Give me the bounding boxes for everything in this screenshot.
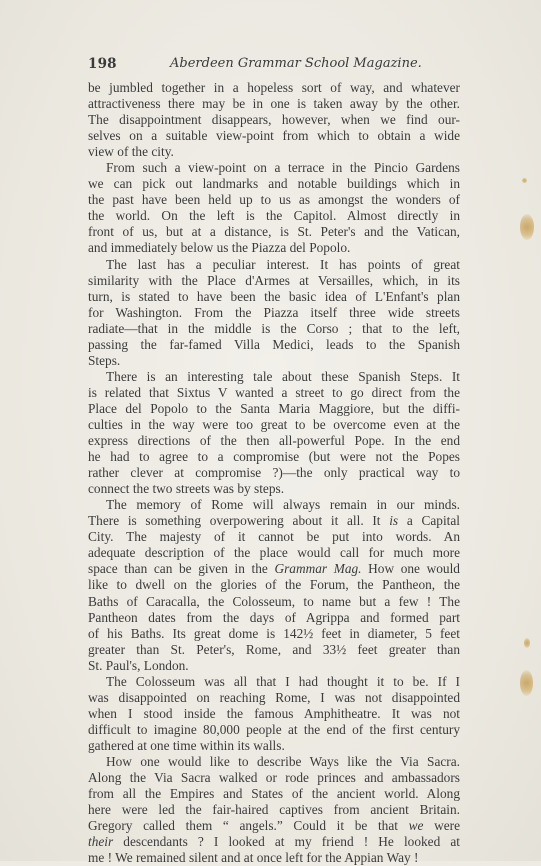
paper-stain-mark: [520, 214, 534, 240]
text-line: for Washington. From the Piazza itself three wide streets: [88, 304, 460, 320]
paragraph: [88, 497, 460, 674]
text-line: and immediately below us the Piazza del Popolo.: [88, 240, 351, 256]
text-line: There is something overpowering about it all. It is a Capital: [88, 513, 460, 529]
text-line: Baths of Caracalla, the Colosseum, to name but a few ! The: [88, 593, 460, 609]
text-line: From such a view-point on a terrace in the Pincio Gardens: [106, 160, 460, 176]
text-line: from all the Empires and States of the ancient world. Along: [88, 786, 460, 802]
text-line: Pantheon dates from the days of Agrippa and formed part: [88, 609, 460, 625]
text-line: we can pick out landmarks and notable buildings which in: [88, 176, 460, 192]
text-line: front of us, but at a distance, is St. Peter's and the Vatican,: [88, 224, 460, 240]
text-line: City. The majesty of it cannot be put into words. An: [88, 529, 460, 545]
text-line: me ! We remained silent and at once left for the Appian Way !: [88, 850, 419, 866]
text-line: turn, is stated to have been the basic idea of L'Enfant's plan: [88, 288, 460, 304]
page-number: 198: [88, 56, 117, 72]
text-line: The last has a peculiar interest. It has points of great: [106, 256, 460, 272]
paragraph: [88, 80, 460, 160]
paper-stain-mark: [522, 178, 527, 183]
text-line: Place del Popolo to the Santa Maria Maggiore, but the diffi-: [88, 400, 460, 416]
text-line: culties in the way were too great to be overcome even at the: [88, 416, 460, 432]
running-title: Aberdeen Grammar School Magazine.: [170, 56, 422, 71]
text-line: like to dwell on the glories of the Forum, the Pantheon, the: [88, 577, 460, 593]
text-line: connect the two streets was by steps.: [88, 481, 285, 497]
text-line: gathered at one time within its walls.: [88, 737, 285, 753]
text-line: attractiveness there may be in one is taken away by the other.: [88, 96, 460, 112]
text-line: radiate—that in the middle is the Corso ; that to the left,: [88, 320, 460, 336]
text-line: St. Paul's, London.: [88, 657, 189, 673]
text-line: How one would like to describe Ways like the Via Sacra.: [106, 753, 460, 769]
text-line: here were led the fair-haired captives from ancient Britain.: [88, 802, 460, 818]
text-line: rather clever at compromise ?)—the only practical way to: [88, 465, 460, 481]
text-line: when I stood inside the famous Amphitheatre. It was not: [88, 705, 460, 721]
text-line: The disappointment disappears, however, when we find our-: [88, 112, 460, 128]
text-line: Gregory called them “ angels.” Could it be that we were: [88, 818, 460, 834]
text-line: adequate description of the place would call for much more: [88, 545, 460, 561]
text-line: be jumbled together in a hopeless sort of way, and whatever: [88, 80, 460, 95]
text-line: difficult to imagine 80,000 people at the end of the first century: [88, 721, 460, 737]
text-line: passing the far-famed Villa Medici, leads to the Spanish: [88, 336, 460, 352]
text-line: similarity with the Place d'Armes at Versailles, which, in its: [88, 272, 460, 288]
paragraph: [88, 160, 460, 256]
text-line: express directions of the then all-powerful Pope. In the end: [88, 433, 460, 449]
paper-stain-mark: [520, 670, 533, 696]
text-line: Steps.: [88, 352, 121, 368]
text-line: was disappointed on reaching Rome, I was not disappointed: [88, 689, 460, 705]
text-line: There is an interesting tale about these Spanish Steps. It: [106, 368, 460, 384]
text-line: view of the city.: [88, 144, 174, 160]
text-line: is related that Sixtus V wanted a street to go direct from the: [88, 384, 460, 400]
text-line: he had to agree to a compromise (but were not the Popes: [88, 449, 460, 465]
paragraph: [88, 257, 460, 369]
paper-stain-mark: [524, 638, 530, 648]
text-line: the world. On the left is the Capitol. Almost directly in: [88, 208, 460, 224]
paragraph: [88, 369, 460, 497]
text-line: The memory of Rome will always remain in our minds.: [106, 497, 460, 513]
text-line: the past have been held up to us as amongst the wonders of: [88, 192, 460, 208]
text-line: Along the Via Sacra walked or rode princes and ambassadors: [88, 770, 460, 786]
text-line: selves on a suitable view-point from which to obtain a wide: [88, 128, 460, 144]
text-line: The Colosseum was all that I had thought it to be. If I: [106, 673, 460, 689]
text-line: space than can be given in the Grammar Mag. How one would: [88, 561, 460, 577]
text-line: greater than St. Peter's, Rome, and 33½ feet greater than: [88, 641, 460, 657]
article-body: [88, 80, 460, 866]
page-header: [88, 56, 460, 76]
paragraph: [88, 674, 460, 754]
text-line: their descendants ? I looked at my friend ! He looked at: [88, 834, 460, 850]
paragraph: [88, 754, 460, 866]
text-line: of his Baths. Its great dome is 142½ feet in diameter, 5 feet: [88, 625, 460, 641]
